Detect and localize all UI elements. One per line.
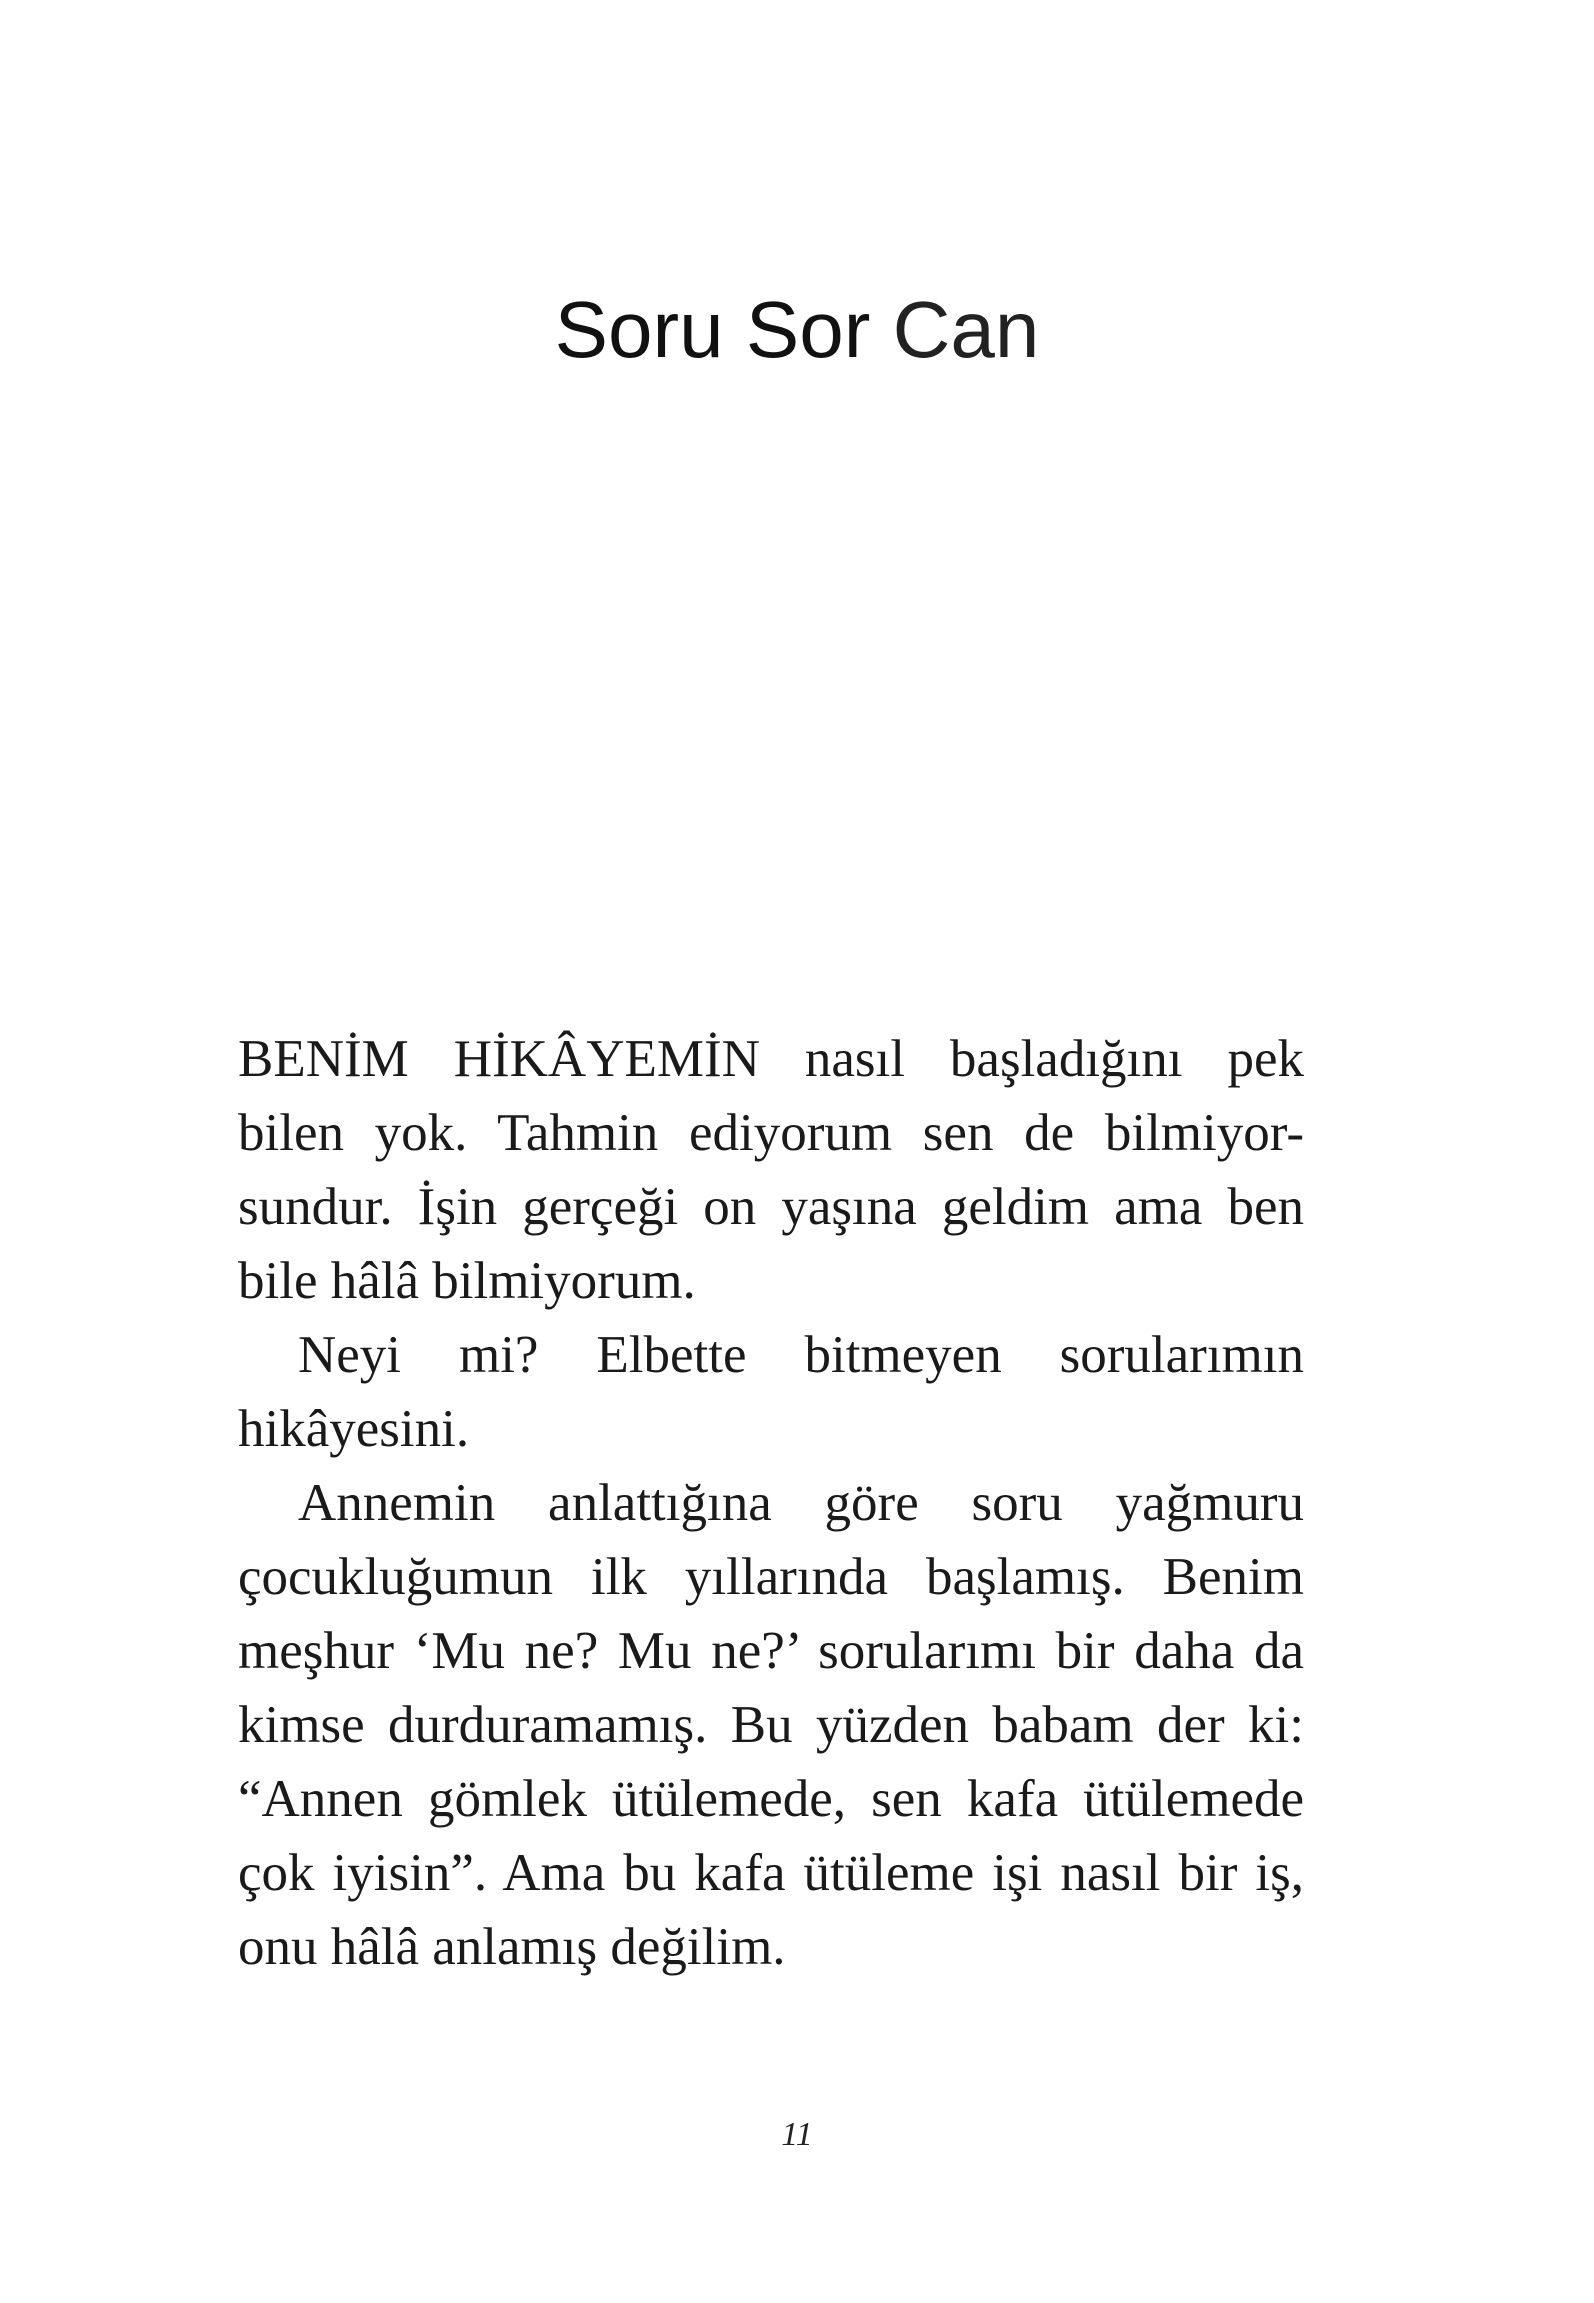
paragraph-1 bbox=[238, 1022, 1304, 1318]
body-text bbox=[238, 1022, 1304, 1984]
text-line: meşhur ‘Mu ne? Mu ne?’ sorularımı bir daha da bbox=[238, 1622, 1304, 1680]
text-line: sundur. İşin gerçeği on yaşına geldim ama ben bbox=[238, 1178, 1304, 1236]
text-line: onu hâlâ anlamış değilim. bbox=[238, 1918, 786, 1976]
chapter-title bbox=[0, 280, 1594, 380]
text-line: Annemin anlattığına göre soru yağmuru bbox=[298, 1474, 1304, 1532]
page-number: 11 bbox=[781, 2116, 813, 2153]
text-line: bile hâlâ bilmiyorum. bbox=[238, 1252, 696, 1310]
text-line: “Annen gömlek ütülemede, sen kafa ütülemede bbox=[238, 1770, 1304, 1828]
paragraph-3 bbox=[238, 1466, 1304, 1984]
text-line: bilen yok. Tahmin ediyorum sen de bilmiyor- bbox=[238, 1104, 1304, 1162]
text-line: çocukluğumun ilk yıllarında başlamış. Benim bbox=[238, 1548, 1304, 1606]
chapter-title-part1: Soru Sor bbox=[554, 285, 871, 374]
text-line: hikâyesini. bbox=[238, 1400, 470, 1458]
text-line: kimse durduramamış. Bu yüzden babam der ki: bbox=[238, 1696, 1304, 1754]
paragraph-2 bbox=[238, 1318, 1304, 1466]
text-line: çok iyisin”. Ama bu kafa ütüleme işi nasıl bir iş, bbox=[238, 1844, 1304, 1902]
text-line: Neyi mi? Elbette bitmeyen sorularımın bbox=[298, 1326, 1304, 1384]
chapter-title-part2: Can bbox=[892, 285, 1040, 374]
text-line: BENİM HİKÂYEMİN nasıl başladığını pek bbox=[238, 1030, 1304, 1088]
